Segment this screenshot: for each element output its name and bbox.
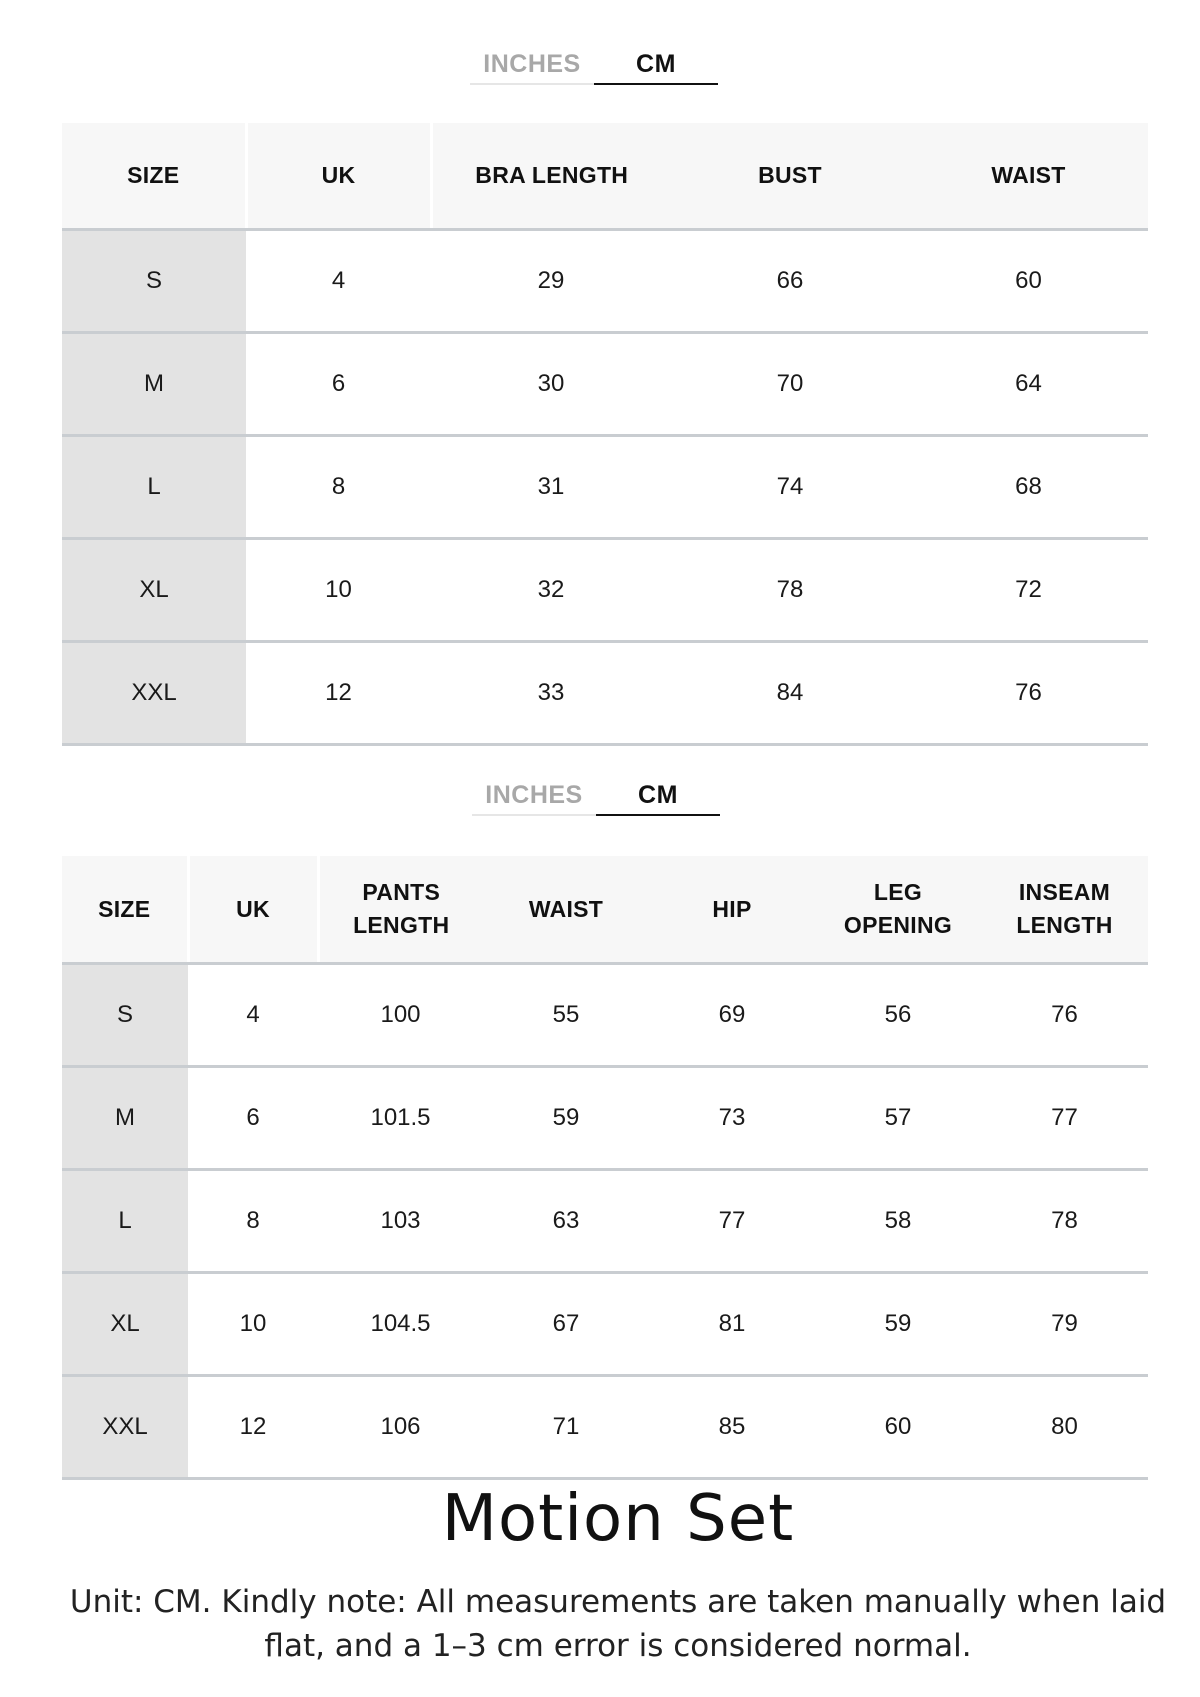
- tab-inches[interactable]: INCHES: [470, 45, 594, 85]
- table-cell: 8: [188, 1170, 318, 1273]
- bra-size-table: [62, 123, 1148, 746]
- table-cell: 12: [246, 642, 431, 745]
- table-row: [62, 1376, 1148, 1479]
- table-row: [62, 964, 1148, 1067]
- table-cell: 85: [649, 1376, 815, 1479]
- header-inseam-length: INSEAM LENGTH: [981, 856, 1148, 964]
- tab-cm[interactable]: CM: [594, 45, 718, 85]
- table-cell: 101.5: [318, 1067, 483, 1170]
- table-cell: 72: [909, 539, 1148, 642]
- table-row: [62, 539, 1148, 642]
- top-unit-tabs: [470, 45, 718, 85]
- table-cell: 33: [431, 642, 671, 745]
- table-cell: 78: [981, 1170, 1148, 1273]
- header-leg-opening: LEG OPENING: [815, 856, 981, 964]
- product-title: Motion Set: [441, 1482, 795, 1556]
- table-row: [62, 436, 1148, 539]
- table-cell: 103: [318, 1170, 483, 1273]
- table-header-row: [62, 123, 1148, 230]
- size-cell: L: [62, 1170, 188, 1273]
- table-cell: 29: [431, 230, 671, 333]
- table-row: [62, 230, 1148, 333]
- table-cell: 77: [981, 1067, 1148, 1170]
- table-cell: 78: [671, 539, 909, 642]
- table-header-row: [62, 856, 1148, 964]
- size-cell: XL: [62, 539, 246, 642]
- table-cell: 59: [815, 1273, 981, 1376]
- table-cell: 30: [431, 333, 671, 436]
- bottom-unit-tabs: [472, 776, 720, 816]
- table-cell: 71: [483, 1376, 649, 1479]
- size-cell: XL: [62, 1273, 188, 1376]
- size-cell: S: [62, 230, 246, 333]
- header-uk: UK: [246, 123, 431, 230]
- table-cell: 76: [909, 642, 1148, 745]
- table-cell: 106: [318, 1376, 483, 1479]
- table-cell: 31: [431, 436, 671, 539]
- header-pants-length: PANTS LENGTH: [318, 856, 483, 964]
- tab-cm[interactable]: CM: [596, 776, 720, 816]
- table-cell: 4: [188, 964, 318, 1067]
- table-cell: 63: [483, 1170, 649, 1273]
- table-cell: 81: [649, 1273, 815, 1376]
- table-cell: 73: [649, 1067, 815, 1170]
- header-waist: WAIST: [909, 123, 1148, 230]
- table-cell: 79: [981, 1273, 1148, 1376]
- size-cell: XXL: [62, 642, 246, 745]
- table-cell: 76: [981, 964, 1148, 1067]
- header-uk: UK: [188, 856, 318, 964]
- size-cell: M: [62, 333, 246, 436]
- table-cell: 100: [318, 964, 483, 1067]
- table-cell: 84: [671, 642, 909, 745]
- size-cell: L: [62, 436, 246, 539]
- header-bra-length: BRA LENGTH: [431, 123, 671, 230]
- table-cell: 10: [188, 1273, 318, 1376]
- table-cell: 6: [188, 1067, 318, 1170]
- table-cell: 32: [431, 539, 671, 642]
- header-hip: HIP: [649, 856, 815, 964]
- table-cell: 70: [671, 333, 909, 436]
- table-row: [62, 1170, 1148, 1273]
- table-row: [62, 642, 1148, 745]
- header-bust: BUST: [671, 123, 909, 230]
- table-cell: 80: [981, 1376, 1148, 1479]
- table-row: [62, 1273, 1148, 1376]
- table-cell: 104.5: [318, 1273, 483, 1376]
- table-cell: 8: [246, 436, 431, 539]
- header-waist: WAIST: [483, 856, 649, 964]
- size-cell: S: [62, 964, 188, 1067]
- table-cell: 4: [246, 230, 431, 333]
- pants-size-table: [62, 856, 1148, 1480]
- table-cell: 59: [483, 1067, 649, 1170]
- table-cell: 55: [483, 964, 649, 1067]
- table-cell: 74: [671, 436, 909, 539]
- header-size: SIZE: [62, 856, 188, 964]
- table-cell: 58: [815, 1170, 981, 1273]
- size-cell: M: [62, 1067, 188, 1170]
- table-cell: 77: [649, 1170, 815, 1273]
- table-cell: 57: [815, 1067, 981, 1170]
- table-cell: 56: [815, 964, 981, 1067]
- table-row: [62, 1067, 1148, 1170]
- table-cell: 6: [246, 333, 431, 436]
- table-cell: 69: [649, 964, 815, 1067]
- tab-inches[interactable]: INCHES: [472, 776, 596, 816]
- table-cell: 60: [909, 230, 1148, 333]
- table-cell: 64: [909, 333, 1148, 436]
- table-cell: 66: [671, 230, 909, 333]
- table-cell: 60: [815, 1376, 981, 1479]
- table-cell: 68: [909, 436, 1148, 539]
- table-row: [62, 333, 1148, 436]
- table-cell: 10: [246, 539, 431, 642]
- measurement-note: Unit: CM. Kindly note: All measurements are taken manually when laid flat, and a 1–3 cm error is considered normal.: [69, 1584, 1167, 1664]
- size-cell: XXL: [62, 1376, 188, 1479]
- header-size: SIZE: [62, 123, 246, 230]
- table-cell: 12: [188, 1376, 318, 1479]
- table-cell: 67: [483, 1273, 649, 1376]
